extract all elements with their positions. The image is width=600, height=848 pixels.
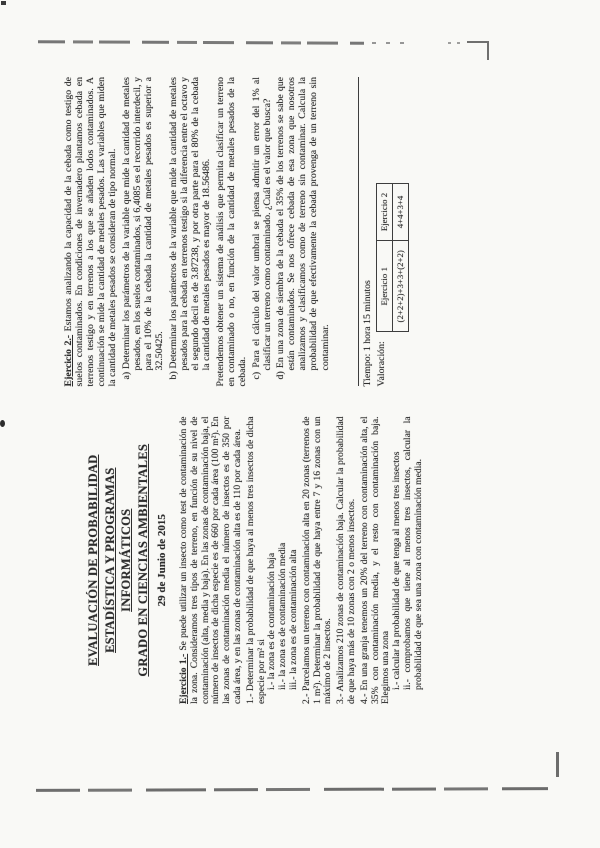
exercise1-item-1: 1.- Determinar la probabilidad de que haya al menos tres insectos de dicha especie por m² si [244,416,267,704]
exam-footer [358,77,409,386]
scan-speck-top-left [1,1,6,5]
scan-tick-right [556,752,559,777]
title-line-3: GRADO EN CIENCIAS AMBIENTALES [135,443,150,677]
exercise1-item-4-ii: ii.- comprobamos que tiene al menos tres insectos, calcular la probabilidad de que sea una zona con contaminación media. [401,416,424,690]
scan-dot-left-edge [0,420,5,427]
exercise2-intro-text: Estamos analizando la capacidad de la cebada como testigo de suelos contaminados. En condiciones de invernadero plantamos cebada en terrenos testigo y en terrenos a los que se añaden lodos contaminados. A continuación se mide la cantidad de metales pesados. Las variables que miden la cantidad de metales pesados se consideran de tipo normal. [63,77,119,387]
exercise1-item-2: 2.- Parcelamos un terreno con contaminación alta en 20 zonas (terrenos de 1 m²). Determinar la probabilidad de que haya entre 7 y 16 zonas con un máximo de 2 insectos. [300,416,334,704]
exam-right-column [63,77,490,386]
exam-left-column [63,416,490,704]
exam-title-block [85,416,170,704]
grading-table-header-row [376,183,392,332]
exercise1-item-1-iii: iii.- la zona es de contaminación alta [287,549,299,690]
scan-corner-dots [448,42,462,44]
grading-table [376,183,409,333]
footer-rule [358,77,359,386]
grading-label: Valoración: [375,341,387,387]
scan-dashed-dots-top [372,42,406,44]
exercise1-item-4-i: i.- calcular la probabilidad de que tenga al menos tres insectos [391,451,403,690]
exercise2-item-c: c) Para el cálculo del valor umbral se piensa admitir un error del 1% al clasificar un terreno como contaminado. ¿Cuál es el valor que busca? [250,77,273,380]
exercise1-label: Ejercicio 1.- [178,653,189,704]
grading-header-ex2: Ejercicio 2 [376,183,392,240]
exercise2-middle: Pretendemos obtener un sistema de análisis que permita clasificar un terreno en contaminado o no, en función de la cantidad de metales pesados de la cebada. [214,77,248,387]
exercise2-intro [63,77,118,386]
exam-sheet [55,55,490,730]
exercise2-label: Ejercicio 2.- [63,334,74,387]
grading-header-ex1: Ejercicio 1 [376,241,392,332]
time-allowed: Tiempo: 1 hora 15 minutos [361,280,373,387]
scan-dashed-line-top [38,40,364,44]
grading-row [376,77,409,386]
grading-table-value-row [392,183,408,332]
title-line-2: ESTADÍSTICA Y PROGRAMAS INFORMÁTICOS [102,467,133,653]
exercise1-item-1-ii: ii.- la zona es de contaminación media [277,542,289,690]
grading-value-ex2: 4+4+3+4 [392,183,408,240]
exercise1-item-1-i: i.- la zona es de contaminación baja [266,552,278,690]
exam-date: 29 de Junio de 2015 [156,514,168,607]
exercise1-intro-text: Se puede utilizar un insecto como test de contaminación de la zona. Consideramos tres tipos de terreno, en función de su nivel de contaminación (alta, media y baja). En las zonas de contaminación baja, el número de insectos de dicha especie es de 660 por cada área (100 m²). En las zonas de contaminación media el número de insectos es de 350 por cada área, y en las zonas de contaminación alta es de 110 por cada área. [178,416,243,704]
grading-value-ex1: (2+2+2)+3+3+(2+2) [392,241,408,332]
title-line-1: EVALUACIÓN DE PROBABILIDAD [86,454,100,666]
exercise1-item-4: 4.- En una granja tenemos un 20% del terreno con contaminación alta, el 35% con contaminación media, y el resto con contaminación baja. Elegimos una zona [358,416,392,704]
exercise1-intro [179,416,244,704]
scan-dashed-line-bottom [36,787,548,792]
exercise2-item-d: d) En una zona de siembra de la cebada el 35% de los terrenos se sabe que están contaminados. Se nos ofrece cebada de esa zona que nosotros analizamos y clasificamos como de terreno sin contaminar. Calcula la probabilidad de que efectivamente la cebada provenga de un terreno sin contaminar. [275,77,331,380]
exercise1-item-3: 3.- Analizamos 210 zonas de contaminación baja. Calcular la probabilidad de que haya más de 10 zonas con 2 o menos insectos. [335,416,357,704]
exercise2-item-b: b) Determinar los parámetros de la variable que mide la cantidad de metales pesados para la cebada en terrenos testigo si la diferencia entre el octavo y el segundo decil es de 3.87238, y por otra parte para el 80% de la cebada la cantidad de metales pesados es mayor de 18.56486. [167,77,213,380]
exercise2-item-a: a) Determinar los parámetros de la variable que mide la cantidad de metales pesados, en los suelos contaminados, si 6,4085 es el recorrido interdecil, y para el 10% de la cebada la cantidad de metales pesados es superior a 32.50425. [120,77,166,380]
